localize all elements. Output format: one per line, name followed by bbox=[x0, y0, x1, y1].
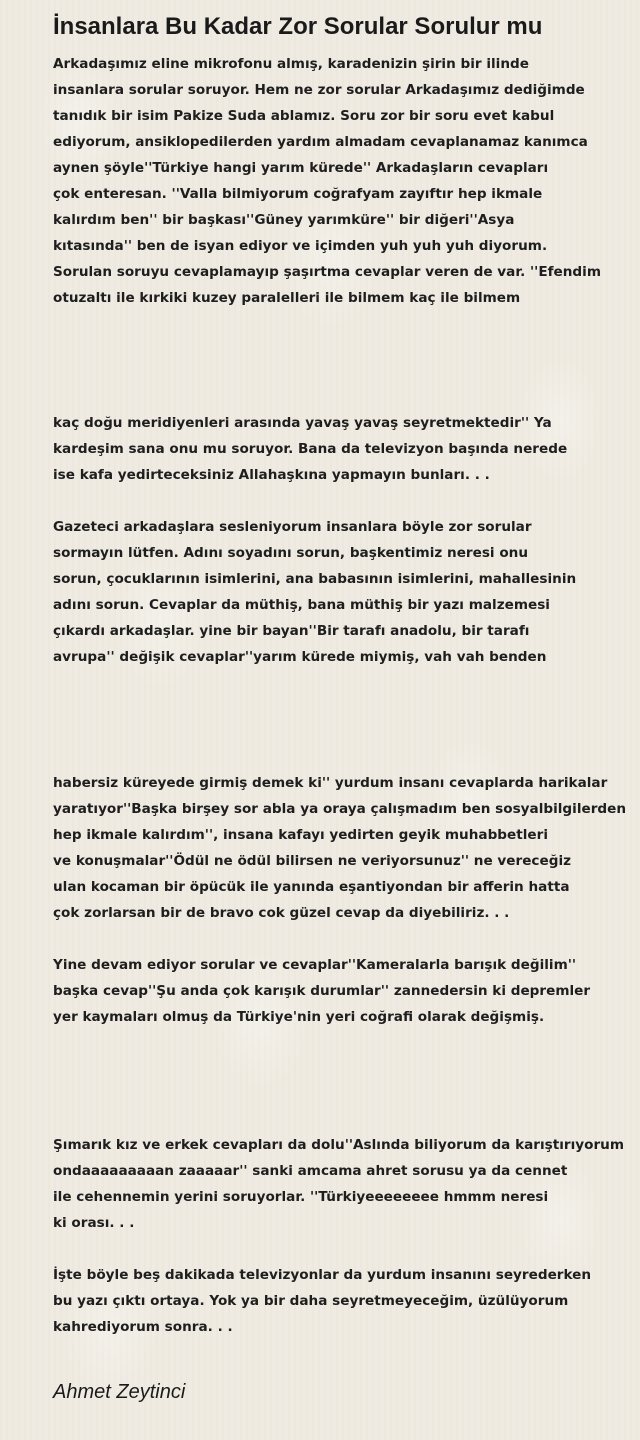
author-signature: Ahmet Zeytinci bbox=[53, 1381, 186, 1403]
text-line: Sorulan soruyu cevaplamayıp şaşırtma cevaplar veren de var. ''Efendim bbox=[53, 264, 601, 280]
text-line: sorun, çocuklarının isimlerini, ana babasının isimlerini, mahallesinin bbox=[53, 571, 577, 587]
text-line: başka cevap''Şu anda çok karışık durumlar'' zannedersin ki depremler bbox=[53, 983, 591, 999]
text-line: kaç doğu meridiyenleri arasında yavaş yavaş seyretmektedir'' Ya bbox=[53, 415, 552, 431]
paragraph-7 bbox=[53, 1262, 591, 1340]
text-line: Gazeteci arkadaşlara sesleniyorum insanlara böyle zor sorular bbox=[53, 519, 532, 535]
text-line: bu yazı çıktı ortaya. Yok ya bir daha seyretmeyeceğim, üzülüyorum bbox=[53, 1293, 569, 1309]
text-line: kardeşim sana onu mu soruyor. Bana da televizyon başında nerede bbox=[53, 441, 568, 457]
text-line: ondaaaaaaaaan zaaaaar'' sanki amcama ahret sorusu ya da cennet bbox=[53, 1163, 568, 1179]
paragraph-4 bbox=[53, 770, 626, 926]
text-line: sormayın lütfen. Adını soyadını sorun, başkentimiz neresi onu bbox=[53, 545, 529, 561]
text-line: ulan kocaman bir öpücük ile yanında eşantiyondan bir afferin hatta bbox=[53, 879, 570, 895]
text-line: tanıdık bir isim Pakize Suda ablamız. Soru zor bir soru evet kabul bbox=[53, 108, 555, 124]
text-line: habersiz küreyede girmiş demek ki'' yurdum insanı cevaplarda harikalar bbox=[53, 775, 608, 791]
paragraph-2 bbox=[53, 410, 567, 488]
text-line: insanlara sorular soruyor. Hem ne zor sorular Arkadaşımız dediğimde bbox=[53, 82, 585, 98]
text-line: ki orası. . . bbox=[53, 1215, 135, 1231]
article-title: İnsanlara Bu Kadar Zor Sorular Sorulur mu bbox=[53, 13, 543, 40]
text-line: ile cehennemin yerini soruyorlar. ''Türkiyeeeeeeee hmmm neresi bbox=[53, 1189, 549, 1205]
paragraph-6 bbox=[53, 1132, 624, 1236]
text-line: avrupa'' değişik cevaplar''yarım kürede miymiş, vah vah benden bbox=[53, 649, 547, 665]
paragraph-1 bbox=[53, 51, 601, 311]
text-line: yaratıyor''Başka birşey sor abla ya oraya çalışmadım ben sosyalbilgilerden bbox=[53, 801, 627, 817]
text-line: çıkardı arkadaşlar. yine bir bayan''Bir tarafı anadolu, bir tarafı bbox=[53, 623, 530, 639]
text-line: aynen şöyle''Türkiye hangi yarım kürede'' Arkadaşların cevapları bbox=[53, 160, 549, 176]
text-line: kalırdım ben'' bir başkası''Güney yarımküre'' bir diğeri''Asya bbox=[53, 212, 515, 228]
text-line: hep ikmale kalırdım'', insana kafayı yedirten geyik muhabbetleri bbox=[53, 827, 549, 843]
text-line: Yine devam ediyor sorular ve cevaplar''Kameralarla barışık değilim'' bbox=[53, 957, 577, 973]
paragraph-5 bbox=[53, 952, 590, 1030]
text-line: ediyorum, ansiklopedilerden yardım almadam cevaplanamaz kanımca bbox=[53, 134, 588, 150]
text-line: otuzaltı ile kırkiki kuzey paralelleri ile bilmem kaç ile bilmem bbox=[53, 290, 521, 306]
text-line: kıtasında'' ben de isyan ediyor ve içimden yuh yuh yuh diyorum. bbox=[53, 238, 548, 254]
text-line: kahrediyorum sonra. . . bbox=[53, 1319, 233, 1335]
text-line: yer kaymaları olmuş da Türkiye'nin yeri coğrafi olarak değişmiş. bbox=[53, 1009, 545, 1025]
text-line: çok enteresan. ''Valla bilmiyorum coğrafyam zayıftır hep ikmale bbox=[53, 186, 543, 202]
text-line: Arkadaşımız eline mikrofonu almış, karadenizin şirin bir ilinde bbox=[53, 56, 529, 72]
paragraph-3 bbox=[53, 514, 576, 670]
text-line: İşte böyle beş dakikada televizyonlar da yurdum insanını seyrederken bbox=[53, 1267, 592, 1283]
text-line: çok zorlarsan bir de bravo cok güzel cevap da diyebiliriz. . . bbox=[53, 905, 510, 921]
text-line: ise kafa yedirteceksiniz Allahaşkına yapmayın bunları. . . bbox=[53, 467, 490, 483]
text-line: Şımarık kız ve erkek cevapları da dolu''Aslında biliyorum da karıştırıyorum bbox=[53, 1137, 625, 1153]
text-line: ve konuşmalar''Ödül ne ödül bilirsen ne veriyorsunuz'' ne vereceğiz bbox=[53, 853, 572, 869]
text-line: adını sorun. Cevaplar da müthiş, bana müthiş bir yazı malzemesi bbox=[53, 597, 550, 613]
